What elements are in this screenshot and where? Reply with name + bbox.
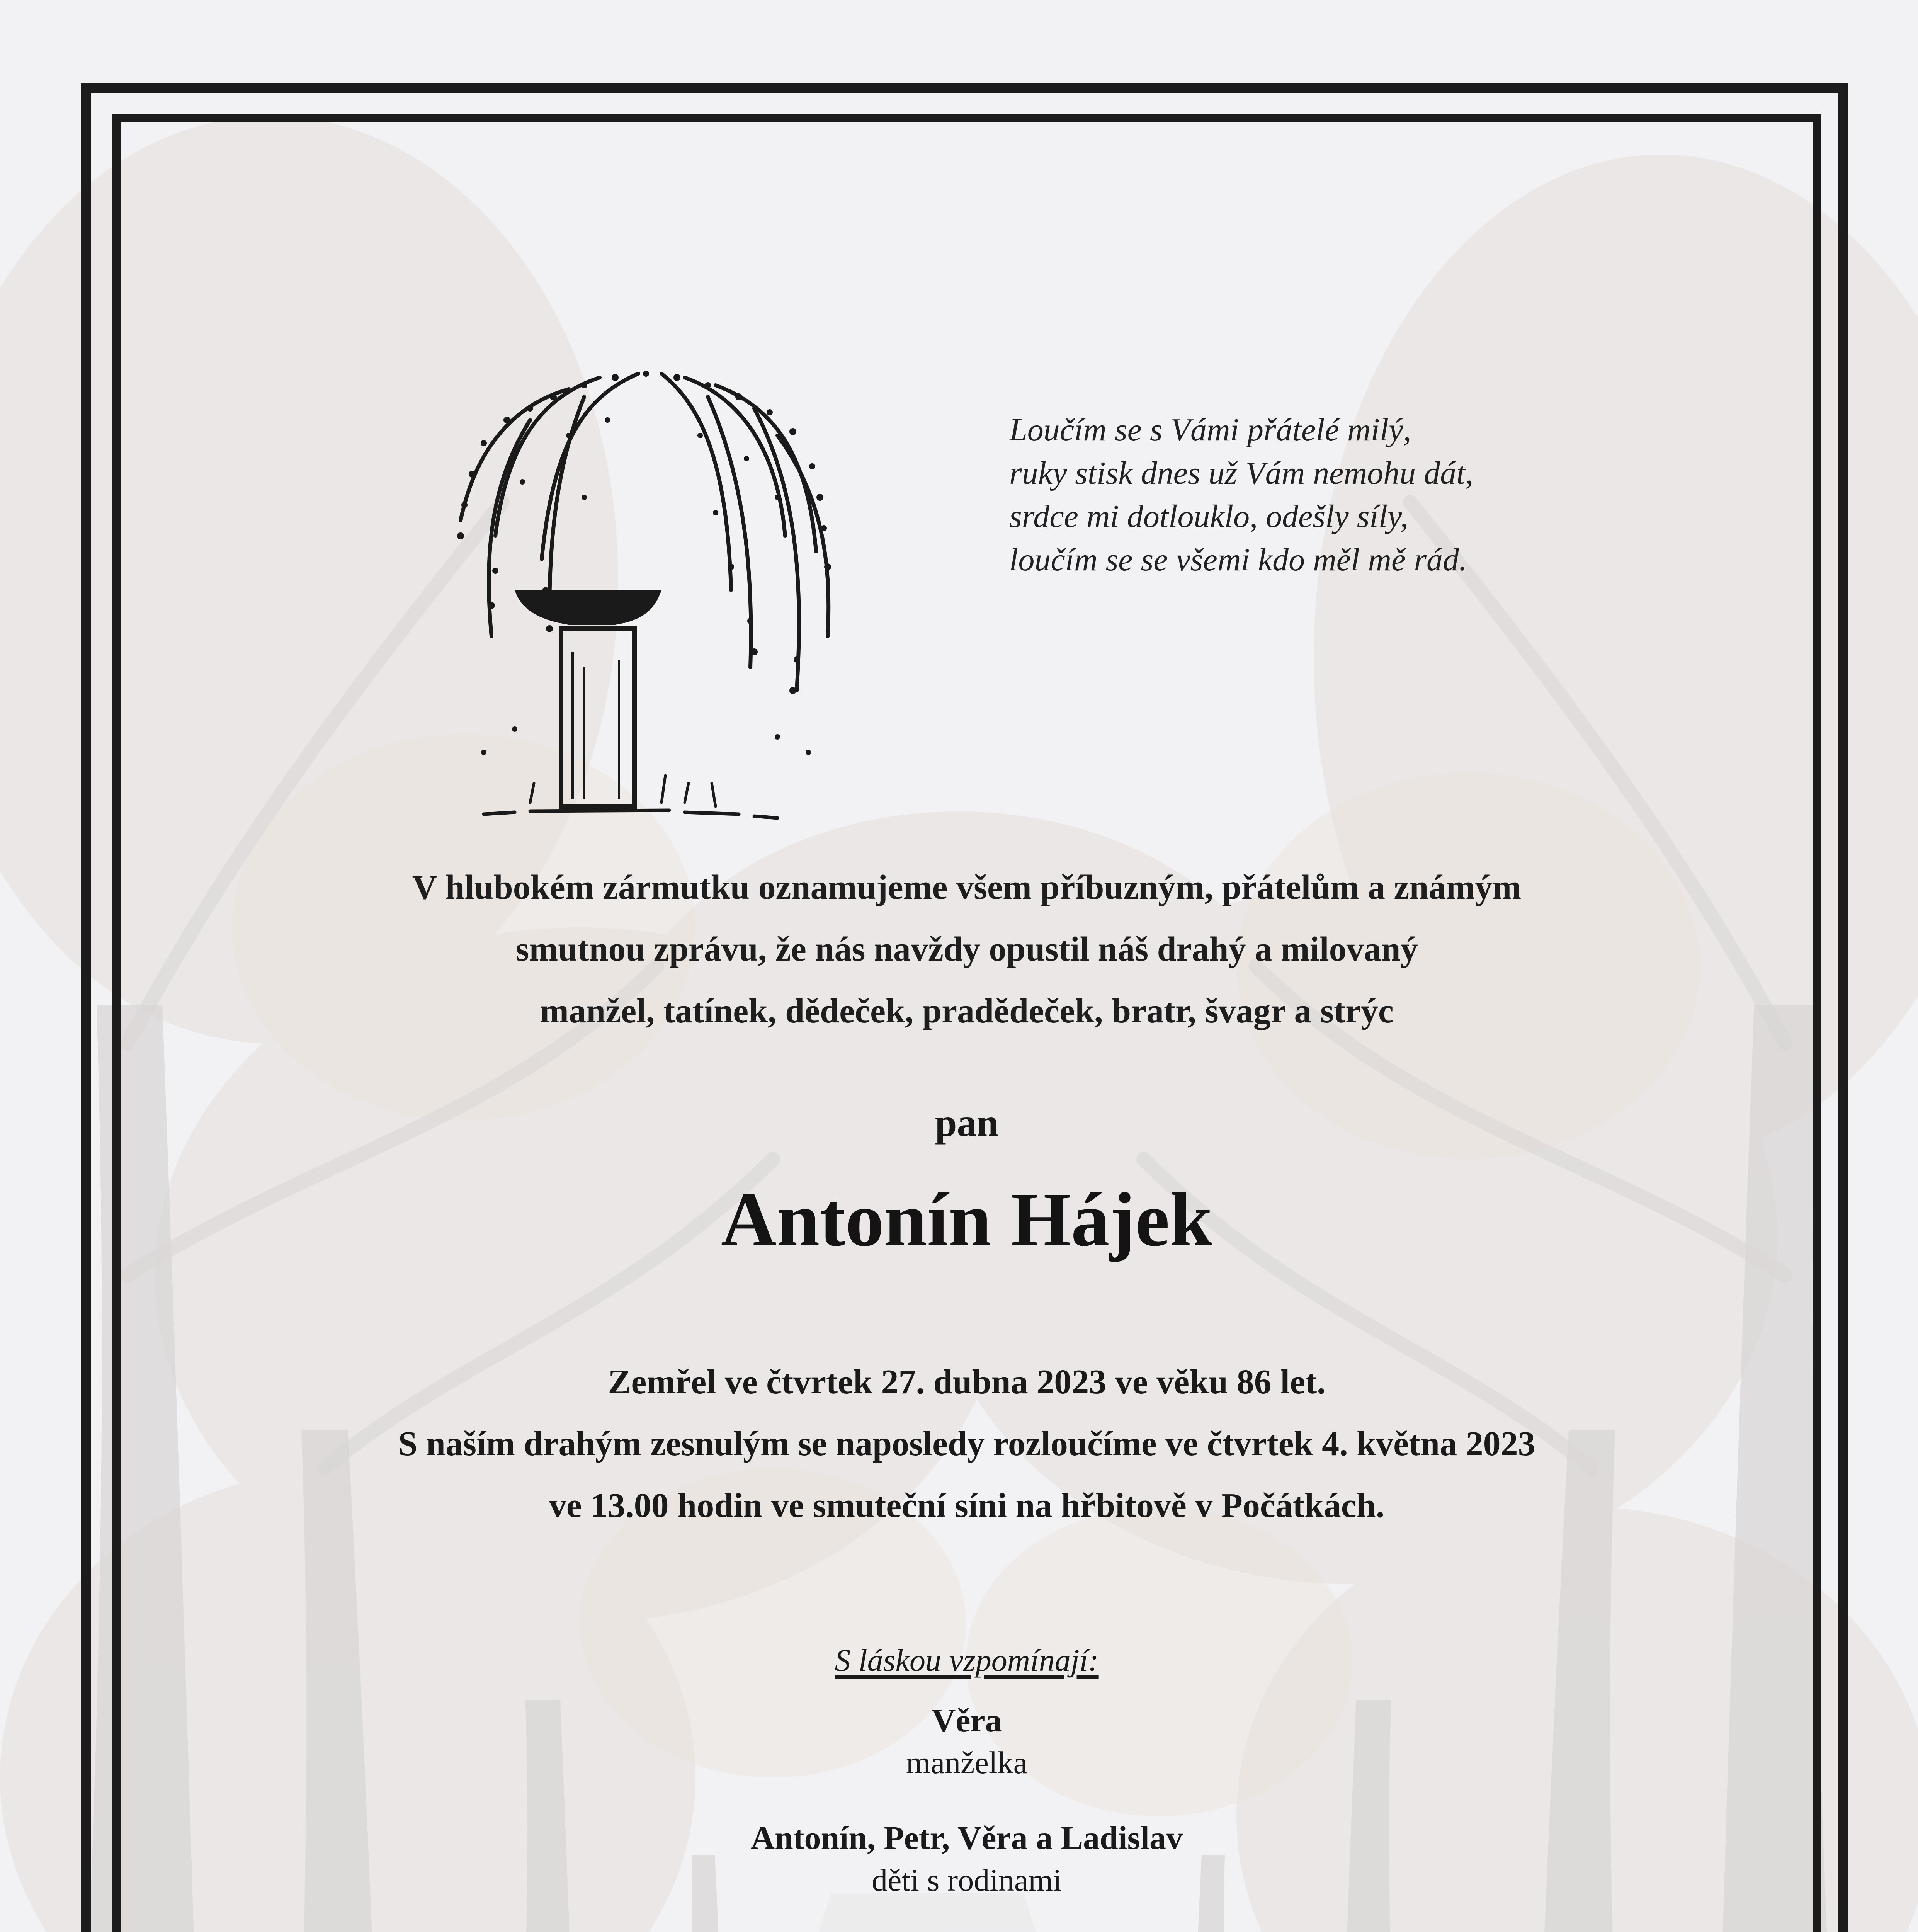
poem-line: srdce mi dotlouklo, odešly síly, (1009, 498, 1408, 534)
mourner-name: Antonín, Petr, Věra a Ladislav (750, 1819, 1183, 1856)
mourner-name: Věra (932, 1702, 1002, 1739)
announcement-line: manžel, tatínek, dědeček, pradědeček, bratr, švagr a strýc (540, 992, 1394, 1030)
announcement-line: smutnou zprávu, že nás navždy opustil náš drahý a milovaný (515, 930, 1418, 968)
salutation: pan (935, 1101, 999, 1145)
poem-line: ruky stisk dnes už Vám nemohu dát, (1009, 455, 1474, 491)
obituary-content (121, 122, 1813, 1932)
funeral-details (121, 1351, 1813, 1537)
funeral-line: ve 13.00 hodin ve smuteční síni na hřbitově v Počátkách. (549, 1486, 1385, 1525)
mourner-relation: děti s rodinami (872, 1862, 1062, 1898)
mourner-relation: manželka (906, 1745, 1028, 1780)
announcement-line: V hlubokém zármutku oznamujeme všem příbuzným, přátelům a známým (412, 868, 1522, 906)
mourner-entry (121, 1816, 1813, 1901)
willow-urn-logo (368, 320, 916, 868)
funeral-line: S naším drahým zesnulým se naposledy rozloučíme ve čtvrtek 4. května 2023 (398, 1425, 1535, 1463)
poem-line: loučím se se všemi kdo měl mě rád. (1009, 542, 1467, 578)
remembrance-heading (121, 1637, 1813, 1684)
announcement-text (121, 857, 1813, 1042)
poem-line: Loučím se s Vámi přátelé milý, (1009, 412, 1411, 448)
remembrance-title: S láskou vzpomínají: (835, 1643, 1099, 1678)
deceased-name: Antonín Hájek (721, 1177, 1213, 1262)
mourner-entry (121, 1699, 1813, 1784)
farewell-poem (1009, 408, 1705, 582)
mourners-list (121, 1699, 1813, 1932)
funeral-line: Zemřel ve čtvrtek 27. dubna 2023 ve věku 86 let. (608, 1363, 1326, 1401)
